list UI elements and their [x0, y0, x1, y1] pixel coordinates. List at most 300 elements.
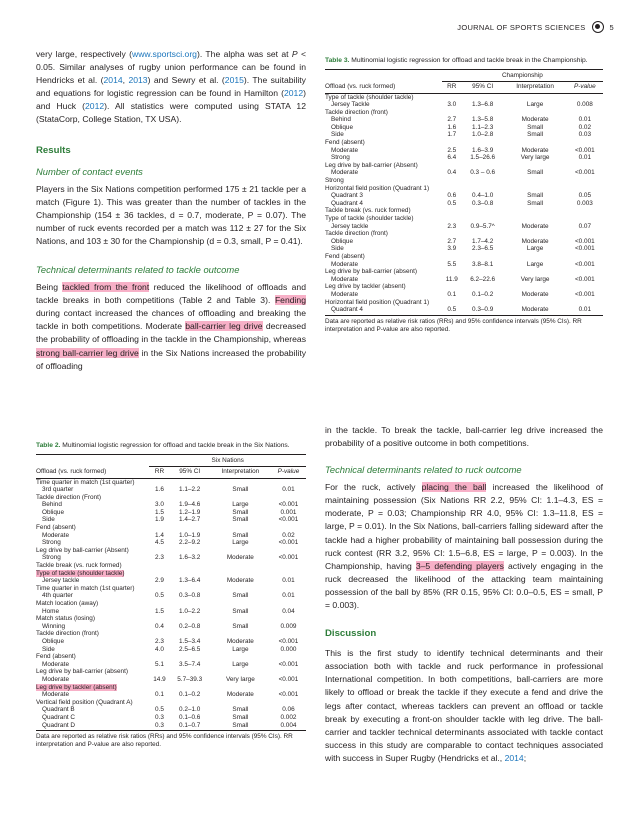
- cell-value: [271, 684, 306, 692]
- cell-value: 1.9: [155, 516, 164, 524]
- table-row: [325, 276, 603, 284]
- cell-value: [271, 524, 306, 532]
- cell-value: Small: [527, 199, 544, 207]
- citation-link[interactable]: 2014: [504, 752, 524, 763]
- cell-value: [462, 177, 504, 185]
- cell-value: <0.001: [574, 275, 595, 283]
- table-3-grid: [325, 69, 603, 314]
- cell-value: 0.4: [155, 622, 164, 630]
- cell-value: 0.2–1.0: [179, 706, 201, 714]
- table-row: [36, 494, 306, 502]
- highlight: Type of tackle (shoulder tackle): [36, 569, 125, 577]
- cell-value: 1.6–3.2: [179, 554, 201, 562]
- row-label: Fend (absent): [36, 524, 76, 532]
- cell-value: 0.07: [578, 222, 592, 230]
- cell-value: [462, 207, 504, 215]
- table-2-caption: Table 2. Multinomial logistic regression for offload and tackle break in the Six Nations.: [36, 442, 290, 449]
- cell-value: Very large: [520, 154, 550, 162]
- cell-value: [462, 185, 504, 193]
- cell-value: 1.3–6.4: [179, 577, 201, 585]
- table-row: [325, 162, 603, 170]
- cell-value: 0.03: [578, 131, 592, 139]
- cell-value: Moderate: [521, 290, 549, 298]
- table-3-group-header: Championship: [442, 70, 603, 82]
- cell-value: [170, 600, 210, 608]
- citation-link[interactable]: 2013: [128, 75, 148, 86]
- cell-value: 2.7: [447, 116, 457, 124]
- cell-value: 0.01: [578, 306, 592, 314]
- discussion-heading: Discussion: [325, 628, 377, 640]
- cell-value: 3.8–8.1: [471, 260, 494, 268]
- cell-value: 0.3–0.8: [471, 199, 494, 207]
- cell-value: [442, 230, 462, 238]
- cell-value: [170, 630, 210, 638]
- citation-link[interactable]: 2015: [224, 75, 244, 86]
- cell-value: [170, 570, 210, 578]
- cell-value: [149, 585, 169, 593]
- cell-value: [149, 600, 169, 608]
- row-label: Quadrant C: [42, 713, 76, 721]
- contact-events-paragraph: Players in the Six Nations competition performed 175 ± 21 tackle per a match (Figure 1). This was greater than the number of tackles in the Championship (154 ± 36 tackles, d = 0.7, moderate, P = 0.07). The number of ruck events recorded per a match was 112 ± 27 for the Six Nations, and 103 ± 30 for the Championship (d = 0.3, small, P = 0.41).: [36, 183, 306, 246]
- cell-value: Small: [232, 721, 249, 729]
- cell-value: [149, 562, 169, 570]
- cell-value: 0.05: [578, 192, 592, 200]
- row-label: Strong: [331, 154, 350, 162]
- table-row: [325, 245, 603, 253]
- cell-value: [504, 93, 567, 101]
- results-heading: Results: [36, 144, 71, 156]
- cell-value: [149, 684, 169, 692]
- cell-value: 0.3–0.9: [471, 306, 494, 314]
- table-row: [36, 532, 306, 540]
- cell-value: Very large: [225, 675, 255, 683]
- cell-value: 1.6: [155, 486, 164, 494]
- table-row: [36, 646, 306, 654]
- table-row: [36, 630, 306, 638]
- cell-value: 0.6: [447, 192, 457, 200]
- cell-value: [567, 253, 603, 261]
- cell-value: [442, 283, 462, 291]
- cell-value: [567, 215, 603, 223]
- row-label: Moderate: [42, 660, 69, 668]
- cell-value: [442, 207, 462, 215]
- cell-value: [170, 668, 210, 676]
- cell-value: [567, 93, 603, 101]
- cell-value: [462, 283, 504, 291]
- cell-value: 6.4: [447, 154, 457, 162]
- cell-value: [149, 494, 169, 502]
- table-row: [36, 615, 306, 623]
- row-label: [36, 684, 149, 692]
- row-label: Time quarter in match (1st quarter): [36, 478, 135, 486]
- cell-value: 14.9: [153, 675, 166, 683]
- cell-value: [504, 207, 567, 215]
- cell-value: 5.5: [447, 260, 457, 268]
- cell-value: 0.9–5.7^: [470, 222, 495, 230]
- cell-value: [567, 177, 603, 185]
- cell-value: 0.1: [447, 290, 457, 298]
- cell-value: Large: [526, 101, 544, 109]
- cell-value: 1.3–5.8: [471, 116, 494, 124]
- cell-value: [271, 668, 306, 676]
- table-row: [325, 169, 603, 177]
- cell-value: Small: [527, 169, 544, 177]
- table-row: [36, 562, 306, 570]
- cell-value: <0.001: [278, 501, 299, 509]
- table-2: [36, 441, 306, 750]
- highlight: ball-carrier leg drive: [185, 321, 263, 332]
- column-header: RR: [154, 468, 165, 476]
- table-row: [36, 539, 306, 547]
- cell-value: [504, 162, 567, 170]
- cell-value: 1.5: [155, 508, 164, 516]
- cell-value: Small: [232, 508, 249, 516]
- cell-value: Small: [527, 192, 544, 200]
- cell-value: 0.008: [576, 101, 593, 109]
- table-row: [36, 585, 306, 593]
- page-number: 5: [609, 22, 614, 32]
- tackle-outcome-paragraph: Being tackled from the front reduced the likelihood of offloads and tackle breaks in both competitions (Table 2 and Table 3). Fending during contact increased the chances of offloading and breaking the tackle in both competitions. Moderate ball-carrier leg drive decreased the probability of offloading in the tackle in the Championship, whereas strong ball-carrier leg drive in the Six Nations increased the probability of offloading: [36, 282, 307, 371]
- cell-value: <0.001: [574, 237, 595, 245]
- cell-value: Small: [232, 622, 249, 630]
- cell-value: Small: [232, 592, 249, 600]
- cell-value: [149, 478, 169, 486]
- cell-value: Large: [526, 260, 544, 268]
- cell-value: [210, 478, 271, 486]
- row-label: Strong: [42, 554, 61, 562]
- cell-value: Large: [526, 245, 544, 253]
- table-row: [36, 691, 306, 699]
- cell-value: Large: [232, 501, 249, 509]
- row-label: Oblique: [42, 508, 65, 516]
- row-label: Tackle break (vs. ruck formed): [325, 207, 411, 215]
- discussion-paragraph: This is the first study to identify technical determinants and their association both with tackle and ruck performance in professional International competition. In both competitions, ball-carriers are more likely to offload or break the tackle if they execute a fend and drive the legs after contact, whereas tacklers can prevent an offload or tackle break by executing a front-on shoulder tackle with leg drive. The ball-carrier and tackler technical determinants associated with tackle contact success in this study are comparable to contact techniques associated with success in Super Rugby (Hendricks et al., 2014;: [325, 648, 603, 763]
- table-row: [325, 299, 603, 307]
- cell-value: [567, 299, 603, 307]
- row-label: Tackle direction (front): [36, 630, 99, 638]
- cell-value: [170, 615, 210, 623]
- ruck-outcome-subheading: Technical determinants related to ruck outcome: [325, 464, 522, 476]
- table-row: [36, 623, 306, 631]
- cell-value: [442, 268, 462, 276]
- table-2-note: Data are reported as relative risk ratios (RRs) and 95% confidence intervals (95% CIs). RR interpretation and P-value are also reported.: [36, 733, 293, 749]
- cell-value: [462, 162, 504, 170]
- cell-value: Moderate: [521, 222, 549, 230]
- cell-value: 0.5: [447, 199, 457, 207]
- table-row: [325, 283, 603, 291]
- table-row: [325, 147, 603, 155]
- row-label: 3rd quarter: [42, 486, 74, 494]
- cell-value: Very large: [520, 275, 550, 283]
- cell-value: 1.5: [155, 607, 164, 615]
- cell-value: 0.01: [282, 486, 295, 494]
- row-label: Match status (losing): [36, 615, 95, 623]
- table-row: [325, 109, 603, 117]
- cell-value: [271, 600, 306, 608]
- cell-value: <0.001: [574, 290, 595, 298]
- table-row: [36, 608, 306, 616]
- cell-value: [504, 109, 567, 117]
- table-row: [36, 516, 306, 524]
- row-label: Side: [42, 516, 55, 524]
- cell-value: 0.1–0.7: [179, 721, 201, 729]
- row-label: Match location (away): [36, 600, 99, 607]
- table-2-grid: [36, 454, 306, 729]
- row-label: Moderate: [331, 146, 358, 154]
- cell-value: 1.7: [447, 131, 457, 139]
- cell-value: [442, 162, 462, 170]
- cell-value: 1.7–4.2: [471, 237, 494, 245]
- column-header: Interpretation: [516, 83, 554, 91]
- cell-value: [567, 283, 603, 291]
- cell-value: [271, 585, 306, 593]
- highlight: placing the ball: [421, 482, 487, 493]
- cell-value: [504, 253, 567, 261]
- highlight: strong ball-carrier leg drive: [36, 347, 139, 358]
- cell-value: 0.02: [578, 123, 592, 131]
- cell-value: 0.3: [155, 721, 164, 729]
- row-label: Moderate: [331, 275, 358, 283]
- cell-value: 1.6–3.9: [471, 146, 494, 154]
- cell-value: [567, 185, 603, 193]
- cell-value: 1.4: [155, 531, 164, 539]
- cell-value: 2.3: [155, 554, 164, 562]
- table-row: [325, 185, 603, 193]
- cell-value: 1.0–2.2: [179, 607, 201, 615]
- cell-value: 0.001: [280, 508, 297, 516]
- citation-link[interactable]: 2012: [284, 88, 304, 99]
- row-label: Tackle direction (front): [325, 108, 388, 116]
- cell-value: Large: [232, 645, 249, 653]
- cell-value: [504, 139, 567, 147]
- cell-value: 1.0–2.8: [471, 131, 494, 139]
- cell-value: 11.9: [445, 275, 458, 283]
- cell-value: [210, 684, 271, 692]
- row-label: Moderate: [42, 691, 69, 699]
- cell-value: <0.001: [574, 245, 595, 253]
- row-label: Time quarter in match (1st quarter): [36, 584, 135, 592]
- table-row: [36, 653, 306, 661]
- cell-value: 3.5–7.4: [179, 660, 201, 668]
- running-header: [457, 21, 614, 33]
- cell-value: 5.7–39.3: [177, 675, 203, 683]
- cell-value: [271, 653, 306, 661]
- table-row: [325, 215, 603, 223]
- table-3: [325, 56, 603, 334]
- cell-value: 3.0: [447, 101, 457, 109]
- cell-value: [271, 630, 306, 638]
- row-label: Winning: [42, 622, 66, 630]
- cell-value: <0.001: [278, 691, 299, 699]
- cell-value: 0.003: [576, 199, 593, 207]
- cell-value: 4.0: [155, 645, 164, 653]
- cell-value: [149, 615, 169, 623]
- cell-value: [271, 494, 306, 502]
- row-label: Type of tackle (shoulder tackle): [325, 93, 414, 101]
- journal-name: JOURNAL OF SPORTS SCIENCES: [457, 22, 586, 32]
- cell-value: 1.5–26.6: [470, 154, 496, 162]
- cell-value: 1.0–1.9: [179, 531, 201, 539]
- cell-value: [170, 524, 210, 532]
- cell-value: [442, 299, 462, 307]
- cell-value: 2.3–6.5: [471, 245, 494, 253]
- cell-value: 0.1: [155, 691, 164, 699]
- cell-value: 5.1: [155, 660, 164, 668]
- cell-value: Small: [232, 706, 249, 714]
- row-label: Quadrant D: [42, 721, 76, 729]
- cell-value: 0.01: [282, 577, 295, 585]
- cell-value: Moderate: [226, 554, 254, 562]
- row-label: Jersey tackle: [331, 222, 369, 230]
- row-label: Oblique: [331, 123, 354, 131]
- cell-value: [271, 570, 306, 578]
- cell-value: [149, 630, 169, 638]
- cell-value: Moderate: [521, 306, 549, 314]
- cell-value: Small: [232, 713, 249, 721]
- cell-value: 0.004: [280, 721, 297, 729]
- table-row: [36, 684, 306, 692]
- row-label: Strong: [42, 539, 61, 547]
- cell-value: 2.7: [447, 237, 457, 245]
- cell-value: Moderate: [521, 237, 549, 245]
- cell-value: [210, 585, 271, 593]
- cell-value: [170, 699, 210, 707]
- row-label: Oblique: [331, 237, 354, 245]
- highlight: tackled from the front: [62, 282, 150, 293]
- cell-value: Moderate: [521, 146, 549, 154]
- row-label: Oblique: [42, 637, 65, 645]
- cell-value: Small: [232, 531, 249, 539]
- table-row: [325, 177, 603, 185]
- cell-value: [442, 177, 462, 185]
- cell-value: Moderate: [521, 116, 549, 124]
- table-row: [325, 131, 603, 139]
- cell-value: [504, 215, 567, 223]
- row-label: Jersey tackle: [42, 577, 80, 585]
- row-label: Horizontal field position (Quadrant 1): [325, 184, 430, 192]
- cell-value: Moderate: [226, 637, 254, 645]
- column-header: 95% CI: [179, 468, 201, 476]
- column-header: Offload (vs. ruck formed): [36, 468, 107, 476]
- tackle-outcome-subheading: Technical determinants related to tackle outcome: [36, 264, 240, 276]
- cell-value: Small: [232, 607, 249, 615]
- cell-value: [504, 283, 567, 291]
- cell-value: 0.4: [447, 169, 457, 177]
- cell-value: 0.01: [578, 116, 592, 124]
- right-column-body: [325, 424, 603, 765]
- row-label: Moderate: [331, 169, 358, 177]
- cell-value: [462, 299, 504, 307]
- column-header: Interpretation: [221, 468, 260, 476]
- cell-value: [271, 547, 306, 555]
- cell-value: 0.3–0.8: [179, 592, 201, 600]
- table-row: [36, 478, 306, 486]
- row-label: Moderate: [42, 531, 69, 539]
- column-header: Offload (vs. ruck formed): [325, 83, 396, 91]
- table-2-group-header: Six Nations: [149, 455, 306, 467]
- highlight: Fending: [274, 295, 306, 306]
- cell-value: [442, 185, 462, 193]
- cell-value: [462, 93, 504, 101]
- row-label: Leg drive by ball-carrier (Absent): [36, 546, 129, 554]
- row-label: Moderate: [42, 675, 69, 683]
- citation-link[interactable]: 2014: [103, 75, 123, 86]
- table-row: [325, 238, 603, 246]
- cell-value: [462, 139, 504, 147]
- row-label: Leg drive by tackler (absent): [325, 283, 406, 291]
- cell-value: 0.4–1.0: [471, 192, 494, 200]
- cell-value: Small: [527, 123, 544, 131]
- cell-value: [567, 207, 603, 215]
- citation-link[interactable]: 2012: [85, 101, 105, 112]
- row-label: Quadrant 4: [331, 199, 363, 207]
- cell-value: [210, 653, 271, 661]
- cell-value: [170, 653, 210, 661]
- cell-value: [210, 570, 271, 578]
- row-label: Quadrant B: [42, 706, 75, 714]
- row-label: Tackle direction (front): [325, 230, 388, 238]
- cell-value: 0.02: [282, 531, 295, 539]
- table-row: [36, 676, 306, 684]
- cell-value: <0.001: [278, 516, 299, 524]
- cell-value: Large: [232, 539, 249, 547]
- table-row: [325, 192, 603, 200]
- cell-value: <0.001: [574, 169, 595, 177]
- row-label: 4th quarter: [42, 592, 73, 600]
- cell-value: 0.002: [280, 713, 297, 721]
- cell-value: Small: [232, 516, 249, 524]
- cell-value: [567, 230, 603, 238]
- cell-value: <0.001: [278, 554, 299, 562]
- table-row: [36, 547, 306, 555]
- table-row: [325, 200, 603, 208]
- cell-value: 6.2–22.6: [470, 275, 496, 283]
- sportsci-link[interactable]: www.sportsci.org: [132, 49, 197, 59]
- table-row: [325, 124, 603, 132]
- cell-value: [210, 600, 271, 608]
- row-label: Quadrant 4: [331, 306, 363, 314]
- cell-value: <0.001: [278, 637, 299, 645]
- cell-value: 0.1–0.2: [471, 290, 494, 298]
- cell-value: Moderate: [226, 577, 254, 585]
- row-label: Behind: [331, 116, 351, 124]
- table-row: [36, 486, 306, 494]
- table-row: [325, 154, 603, 162]
- row-label: Fend (absent): [36, 653, 76, 661]
- table-row: [36, 501, 306, 509]
- cell-value: 1.5–3.4: [179, 637, 201, 645]
- cell-value: 0.1–0.2: [179, 691, 201, 699]
- cell-value: [462, 253, 504, 261]
- cell-value: [462, 230, 504, 238]
- cell-value: 0.009: [280, 622, 297, 630]
- row-label: Leg drive by ball-carrier (absent): [325, 268, 417, 276]
- cell-value: [567, 268, 603, 276]
- cell-value: [504, 185, 567, 193]
- cell-value: 0.04: [282, 607, 295, 615]
- cell-value: [210, 699, 271, 707]
- cell-value: [149, 524, 169, 532]
- cell-value: 1.6: [447, 123, 457, 131]
- row-label: Home: [42, 607, 60, 615]
- cell-value: [149, 547, 169, 555]
- cell-value: 1.3–6.8: [471, 101, 494, 109]
- row-label: Moderate: [331, 290, 358, 298]
- cell-value: [567, 162, 603, 170]
- contact-events-subheading: Number of contact events: [36, 165, 143, 177]
- cell-value: [170, 562, 210, 570]
- cell-value: [271, 562, 306, 570]
